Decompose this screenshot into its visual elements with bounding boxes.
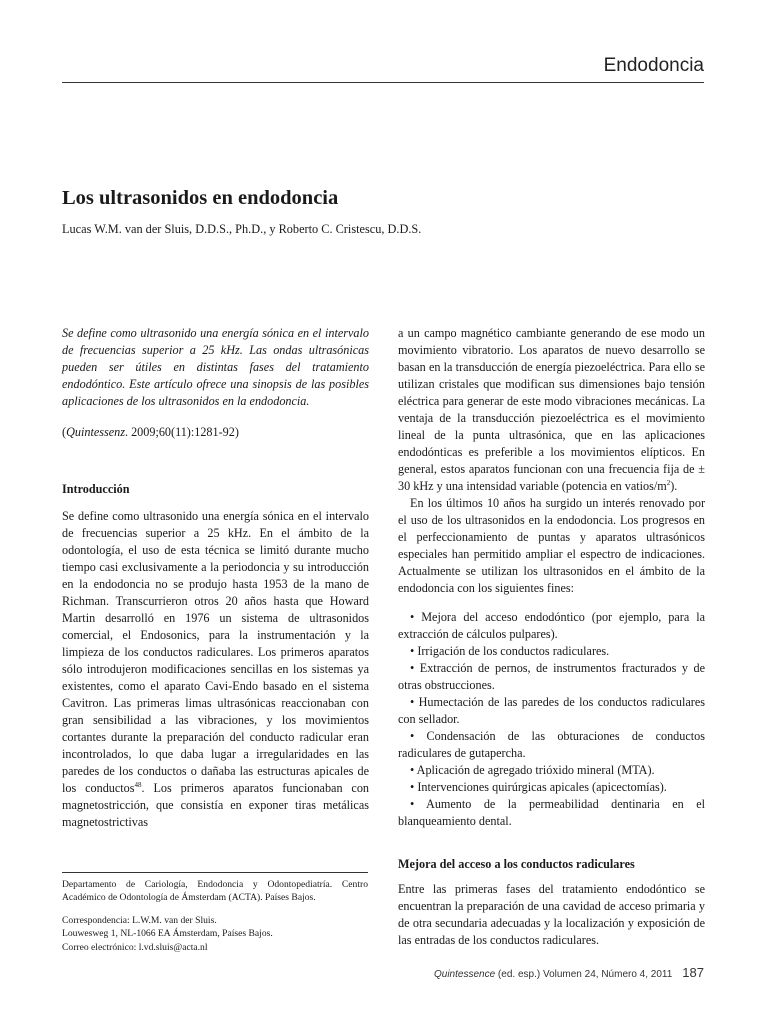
uses-item: • Aplicación de agregado trióxido mineral (MTA). <box>410 763 655 777</box>
left-column <box>62 325 369 831</box>
footnote-correspondence: Correspondencia: L.W.M. van der Sluis. <box>62 915 217 926</box>
footnote-contact <box>62 914 368 954</box>
article-authors: Lucas W.M. van der Sluis, D.D.S., Ph.D., y Roberto C. Cristescu, D.D.S. <box>62 222 422 236</box>
uses-item: • Mejora del acceso endodóntico (por ejemplo, para la extracción de cálculos pulpares). <box>398 610 705 641</box>
uses-item: • Aumento de la permeabilidad dentinaria en el blanqueamiento dental. <box>398 797 705 828</box>
section-header: Endodoncia <box>603 55 704 76</box>
intro-heading: Introducción <box>62 482 130 496</box>
uses-item: • Irrigación de los conductos radiculares. <box>410 644 610 658</box>
intro-continued-text: a un campo magnético cambiante generando de ese modo un movimiento vibratorio. Los aparatos de nuevo desarrollo se basan en la transducción de energía piezoeléctrica. Para ello se utilizan cristales que modifican sus dimensiones bajo tensión eléctrica para generar de este modo vibraciones mecánicas. La ventaja de la transducción piezoeléctrica es el movimiento lineal de la punta ultrasónica, que en las aplicaciones endodónticas es preferible a los movimientos elípticos. En general, estos aparatos funcionan con una frecuencia fija de ± 30 kHz y una intensidad variable (potencia en vatios/m <box>398 326 705 493</box>
intro-paragraph-2: En los últimos 10 años ha surgido un interés renovado por el uso de los ultrasonidos en la endodoncia. Los progresos en el perfeccionamiento de puntas y aparatos ultrasónicos especiales han permitido ampliar el espectro de indicaciones. Actualmente se utilizan los ultrasonidos en el ámbito de la endodoncia con los siguientes fines: <box>398 496 705 595</box>
citation-journal: Quintessenz <box>66 425 125 439</box>
uses-list <box>398 609 705 830</box>
footnote-address: Louwesweg 1, NL-1066 EA Ámsterdam, Países Bajos. <box>62 928 273 940</box>
intro-continued-close: ). <box>670 479 678 493</box>
footnote-email: Correo electrónico: l.vd.sluis@acta.nl <box>62 941 208 953</box>
intro-continued-paragraph <box>398 325 705 495</box>
header-rule <box>62 82 704 83</box>
footnote-affiliation: Departamento de Cariología, Endodoncia y Odontopediatría. Centro Académico de Odontología de Ámsterdam (ACTA). Países Bajos. <box>62 879 368 904</box>
intro-text-end: . <box>141 781 145 795</box>
right-column <box>398 325 705 949</box>
abstract: Se define como ultrasonido una energía sónica en el intervalo de frecuencias superior a 25 kHz. Las ondas ultrasónicas pueden ser útiles en distintas fases del tratamiento endodóntico. Este artículo ofrece una sinopsis de las posibles aplicaciones de los ultrasonidos en la endodoncia. <box>62 326 369 408</box>
page-number: 187 <box>682 965 704 980</box>
intro-text: Se define como ultrasonido una energía sónica en el intervalo de frecuencias superior a 25 kHz. En el ámbito de la odontología, el uso de esta técnica se limitó durante mucho tiempo casi exclusivamente a la periodoncia y su introducción en la endodoncia no se produjo hasta 1953 de la mano de Richman. Transcurrieron otros 20 años hasta que Howard Martin desarrolló en 1976 un sistema de ultrasonidos comercial, el Endosonics, para la instrumentación y la limpieza de los conductos radiculares. Los primeros aparatos sólo introdujeron modificaciones sencillas en los sistemas ya existentes, como el aparato Cavi-Endo basado en el sistema Cavitron. Las primeras limas ultrasónicas reaccionaban con gran sensibilidad a las vibraciones, y los movimientos cortantes durante la preparación del conducto radicular eran incontrolados, lo que daba lugar a irregularidades en las paredes de los conductos o dañaba las estructuras apicales de los conductos <box>62 509 369 795</box>
access-heading: Mejora del acceso a los conductos radiculares <box>398 857 635 871</box>
article-title: Los ultrasonidos en endodoncia <box>62 187 339 209</box>
citation <box>62 424 369 441</box>
intro-paragraph <box>62 508 369 831</box>
folio-details: (ed. esp.) Volumen 24, Número 4, 2011 <box>495 969 673 980</box>
footnote-rule <box>62 872 368 873</box>
citation-details: . 2009;60(11):1281-92) <box>124 425 239 439</box>
page-folio <box>434 965 704 980</box>
citation-open: ( <box>62 425 67 439</box>
uses-item: • Intervenciones quirúrgicas apicales (apicectomías). <box>410 780 667 794</box>
intro-text-continued: Los primeros aparatos funcionaban con magnetostricción, que consistía en exponer tiras metálicas magnetostrictivas <box>62 781 370 829</box>
reference-marker: 48 <box>134 780 142 789</box>
unit-exponent: 2 <box>666 478 671 487</box>
uses-item: • Extracción de pernos, de instrumentos fracturados y de otras obstrucciones. <box>398 661 705 692</box>
folio-journal: Quintessence <box>434 969 496 980</box>
access-paragraph: Entre las primeras fases del tratamiento endodóntico se encuentran la preparación de una cavidad de acceso primaria y de otra secundaria adecuadas y la localización y exposición de las entradas de los conductos radiculares. <box>398 882 705 947</box>
uses-item: • Humectación de las paredes de los conductos radiculares con sellador. <box>398 695 705 726</box>
uses-item: • Condensación de las obturaciones de conductos radiculares de gutapercha. <box>398 729 705 760</box>
